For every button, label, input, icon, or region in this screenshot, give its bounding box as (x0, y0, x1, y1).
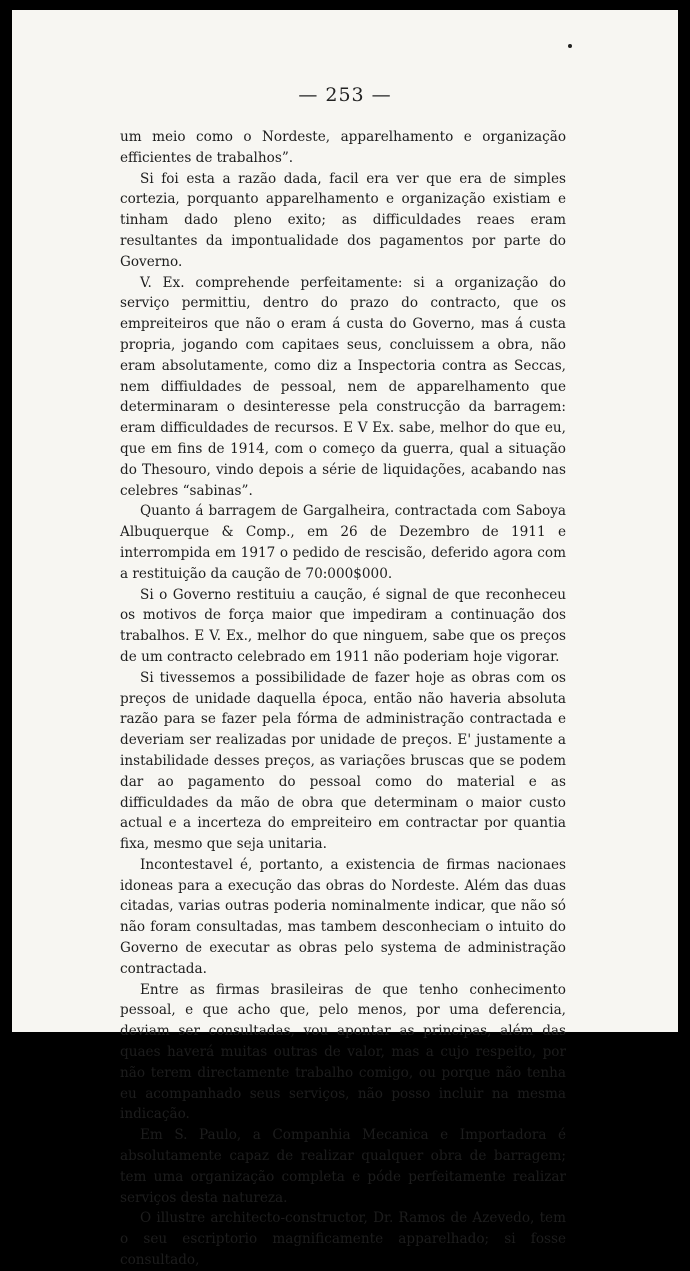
paragraph: Em S. Paulo, a Companhia Mecanica e Importadora é absolutamente capaz de realizar qualquer obra de barragem; tem uma organização completa e póde perfeitamente realizar serviços desta natureza. (120, 1127, 566, 1206)
speck-mark (568, 44, 572, 48)
paragraph: Incontestavel é, portanto, a existencia de firmas nacionaes idoneas para a execução das obras do Nordeste. Além das duas citadas, varias outras poderia nominalmente indicar, que não só não foram consultadas, mas tambem desconheciam o intuito do Governo de executar as obras pelo systema de administração contractada. (120, 856, 566, 977)
scanned-page (12, 10, 678, 1269)
paragraph: um meio como o Nordeste, apparelhamento e organização efficientes de trabalhos”. (120, 129, 566, 166)
paragraph: Entre as firmas brasileiras de que tenho conhecimento pessoal, e que acho que, pelo menos, por uma deferencia, deviam ser consultadas, vou apontar as principas, além das quaes haverá muitas outras de valor, mas a cujo respeito, por não terem directamente trabalho comigo, ou porque não tenha eu acompanhado seus serviços, não posso incluir na mesma indicação. (120, 981, 566, 1123)
paragraph: V. Ex. comprehende perfeitamente: si a organização do serviço permittiu, dentro do prazo do contracto, que os empreiteiros que não o eram á custa do Governo, mas á custa propria, jogando com capitaes seus, concluissem a obra, não eram absolutamente, como diz a Inspectoria contra as Seccas, nem diffiuldades de pessoal, nem de apparelhamento que determinaram o desinteresse pela construcção da barragem: eram difficuldades de recursos. E V Ex. sabe, melhor do que eu, que em fins de 1914, com o começo da guerra, qual a situação do Thesouro, vindo depois a série de liquidações, acabando nas celebres “sabinas”. (120, 274, 566, 499)
body-text (120, 127, 566, 1271)
page-number: — 253 — (298, 84, 392, 106)
paragraph: O illustre architecto-constructor, Dr. Ramos de Azevedo, tem o seu escriptorio magnificamente apparelhado; si fosse consultado, (120, 1210, 566, 1269)
paragraph: Si tivessemos a possibilidade de fazer hoje as obras com os preços de unidade daquella época, então não haveria absoluta razão para se fazer pela fórma de administração contractada e deveriam ser realizadas por unidade de preços. E' justamente a instabilidade desses preços, as variações bruscas que se podem dar ao pagamento do pessoal como do material e as difficuldades da mão de obra que determinam o maior custo actual e a incerteza do empreiteiro em contractar por quantia fixa, mesmo que seja unitaria. (120, 669, 566, 853)
paragraph: Si o Governo restituiu a caução, é signal de que reconheceu os motivos de força maior que impediram a continuação dos trabalhos. E V. Ex., melhor do que ninguem, sabe que os preços de um contracto celebrado em 1911 não poderiam hoje vigorar. (120, 586, 566, 665)
paragraph: Quanto á barragem de Gargalheira, contractada com Saboya Albuquerque & Comp., em 26 de Dezembro de 1911 e interrompida em 1917 o pedido de rescisão, deferido agora com a restituição da caução de 70:000$000. (120, 503, 566, 582)
paragraph: Si foi esta a razão dada, facil era ver que era de simples cortezia, porquanto apparelhamento e organização existiam e tinham dado pleno exito; as difficuldades reaes eram resultantes da impontualidade dos pagamentos por parte do Governo. (120, 170, 566, 270)
